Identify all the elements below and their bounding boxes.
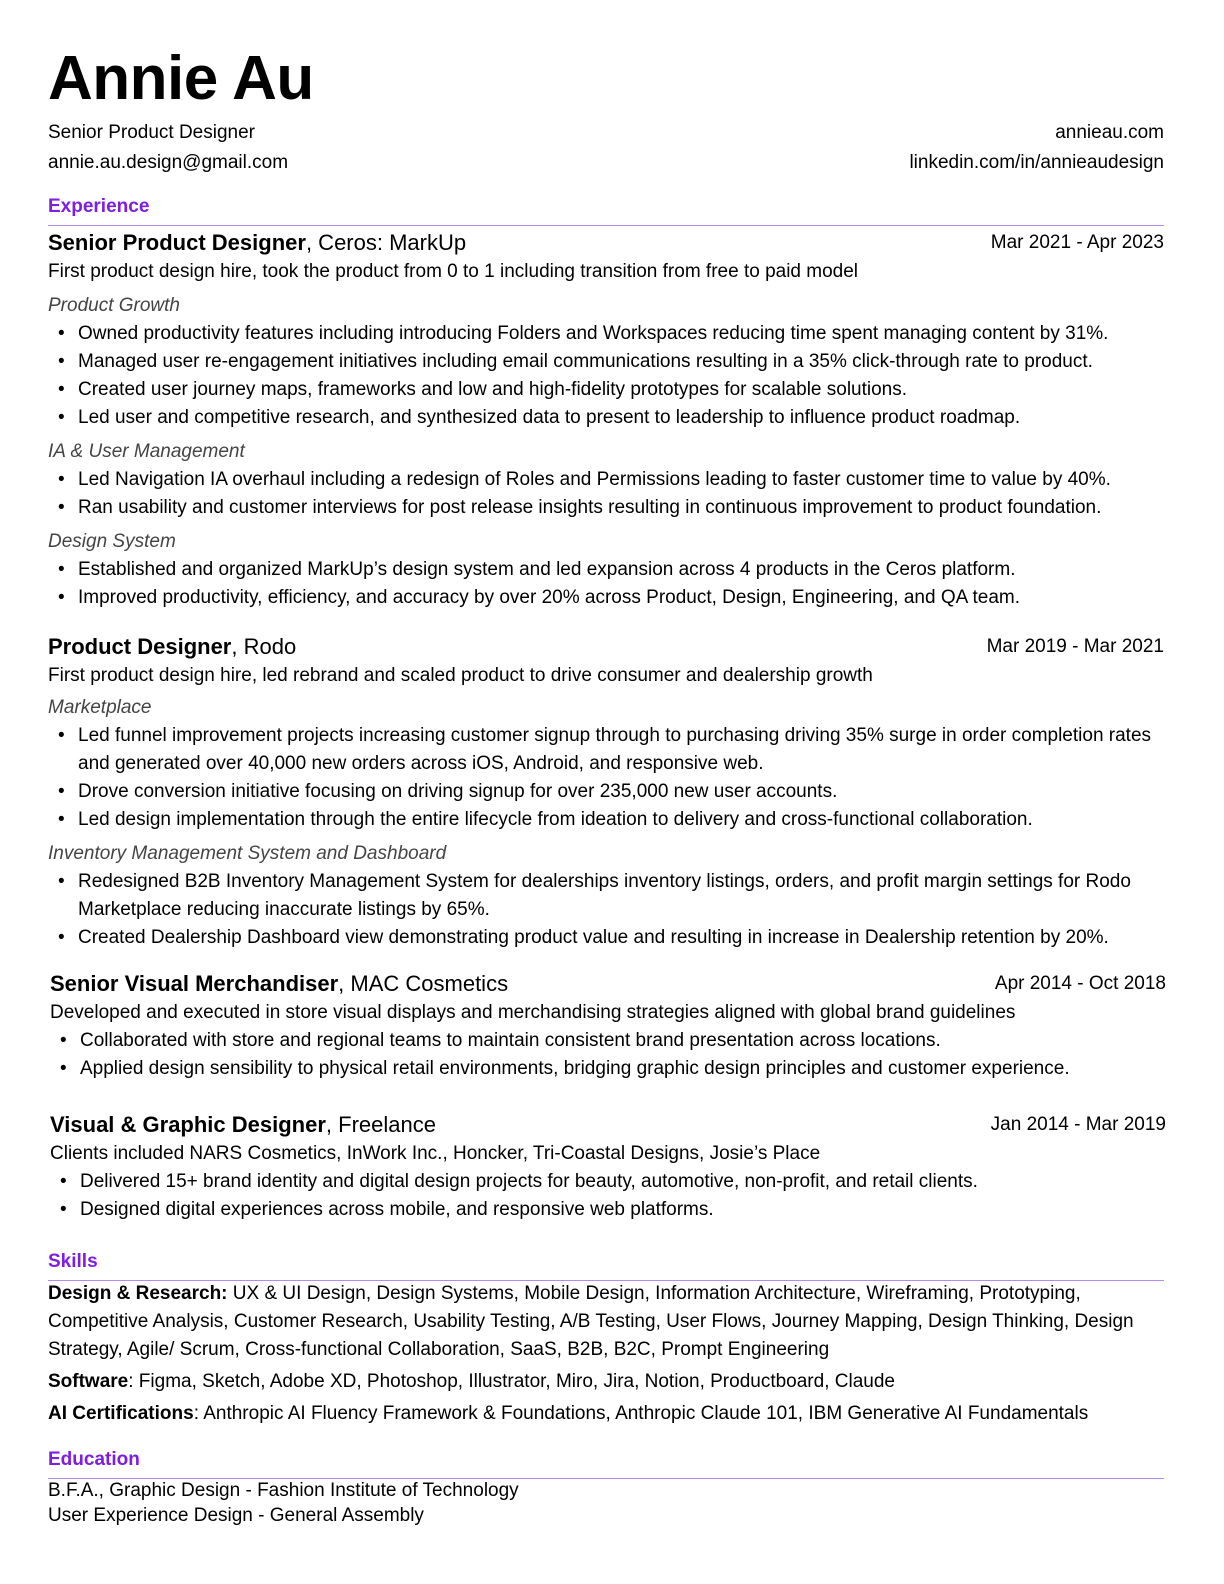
linkedin-link[interactable]: linkedin.com/in/annieaudesign — [909, 152, 1164, 173]
bullet: • Owned productivity features including introducing Folders and Workspaces reducing time spent managing content by 31%. — [78, 320, 1164, 348]
job-subheading: Inventory Management System and Dashboard — [48, 843, 447, 864]
job-subheading: Product Growth — [48, 295, 180, 316]
email-link[interactable]: annie.au.design@gmail.com — [48, 152, 289, 173]
section-heading-education: Education — [48, 1448, 1164, 1479]
job-company: , Ceros: MarkUp — [305, 230, 467, 255]
skill-label: Software — [48, 1371, 129, 1392]
bullet: • Led design implementation through the entire lifecycle from ideation to delivery and cross-functional collaboration. — [78, 806, 1164, 834]
bullet: • Created user journey maps, frameworks and low and high-fidelity prototypes for scalable solutions. — [78, 376, 1164, 404]
skill-label: Design & Research: — [48, 1283, 228, 1304]
job-description: First product design hire, led rebrand and scaled product to drive consumer and dealership growth — [48, 665, 873, 686]
job-role: Senior Visual Merchandiser — [50, 971, 339, 996]
job-description: Developed and executed in store visual displays and merchandising strategies aligned with global brand guidelines — [50, 1002, 1016, 1023]
bullet: • Improved productivity, efficiency, and accuracy by over 20% across Product, Design, Engineering, and QA team. — [78, 584, 1164, 612]
skill-group — [48, 1400, 1164, 1428]
bullet: • Ran usability and customer interviews for post release insights resulting in continuous improvement to product foundation. — [78, 494, 1164, 522]
job-dates: Mar 2021 - Apr 2023 — [990, 232, 1164, 253]
bullet: • Collaborated with store and regional teams to maintain consistent brand presentation across locations. — [80, 1027, 1166, 1055]
job-description: Clients included NARS Cosmetics, InWork Inc., Honcker, Tri-Coastal Designs, Josie’s Place — [50, 1143, 821, 1164]
job-title: Senior Product Designer — [48, 122, 255, 143]
job-role: Product Designer — [48, 634, 232, 659]
job-subheading: Design System — [48, 531, 176, 552]
bullet: • Delivered 15+ brand identity and digital design projects for beauty, automotive, non-profit, and retail clients. — [80, 1168, 1166, 1196]
bullet: • Led Navigation IA overhaul including a redesign of Roles and Permissions leading to faster customer time to value by 40%. — [78, 466, 1164, 494]
skill-text: UX & UI Design, Design Systems, Mobile Design, Information Architecture, Wireframing, Prototyping, Competitive Analysis, Customer Research, Usability Testing, A/B Testing, User Flows, Journey Mapping, Design Thinking, Design Strategy, Agile/ Scrum, Cross-functional Collaboration, SaaS, B2B, B2C, Prompt Engineering — [48, 1283, 1134, 1360]
education-list — [48, 1478, 1164, 1528]
candidate-name: Annie Au — [48, 44, 314, 113]
job-role: Visual & Graphic Designer — [50, 1112, 326, 1137]
job-description: First product design hire, took the product from 0 to 1 including transition from free to paid model — [48, 261, 859, 282]
skills-list — [48, 1280, 1164, 1428]
section-heading-skills: Skills — [48, 1250, 1164, 1281]
job-subheading: IA & User Management — [48, 441, 245, 462]
education-item: B.F.A., Graphic Design - Fashion Institute of Technology — [48, 1480, 519, 1501]
contact-info — [48, 118, 1164, 178]
bullet: • Managed user re-engagement initiatives including email communications resulting in a 35% click-through rate to product. — [78, 348, 1164, 376]
job-dates: Apr 2014 - Oct 2018 — [994, 973, 1166, 994]
bullet: • Drove conversion initiative focusing on driving signup for over 235,000 new user accounts. — [78, 778, 1164, 806]
job-entry — [48, 228, 1164, 612]
education-item: User Experience Design - General Assembly — [48, 1505, 424, 1526]
bullet: • Redesigned B2B Inventory Management System for dealerships inventory listings, orders, and profit margin settings for Rodo Marketplace reducing inaccurate listings by 65%. — [78, 868, 1164, 924]
job-company: , MAC Cosmetics — [338, 971, 509, 996]
job-entry — [50, 969, 1166, 1083]
job-subheading: Marketplace — [48, 697, 152, 718]
section-heading-experience: Experience — [48, 195, 1164, 226]
skill-text: : Figma, Sketch, Adobe XD, Photoshop, Illustrator, Miro, Jira, Notion, Productboard, Claude — [128, 1371, 895, 1392]
job-company: , Freelance — [325, 1112, 436, 1137]
job-company: , Rodo — [231, 634, 297, 659]
skill-text: : Anthropic AI Fluency Framework & Foundations, Anthropic Claude 101, IBM Generative AI Fundamentals — [193, 1403, 1089, 1424]
bullet: • Led user and competitive research, and synthesized data to present to leadership to influence product roadmap. — [78, 404, 1164, 432]
bullet: • Created Dealership Dashboard view demonstrating product value and resulting in increase in Dealership retention by 20%. — [78, 924, 1164, 952]
bullet: • Designed digital experiences across mobile, and responsive web platforms. — [80, 1196, 1166, 1224]
job-dates: Jan 2014 - Mar 2019 — [990, 1114, 1166, 1135]
bullet: • Applied design sensibility to physical retail environments, bridging graphic design principles and customer experience. — [80, 1055, 1166, 1083]
job-role: Senior Product Designer — [48, 230, 306, 255]
job-dates: Mar 2019 - Mar 2021 — [986, 636, 1164, 657]
website-link[interactable]: annieau.com — [1055, 122, 1164, 143]
skill-label: AI Certifications — [48, 1403, 194, 1424]
job-entry — [48, 632, 1164, 952]
bullet: • Established and organized MarkUp’s design system and led expansion across 4 products in the Ceros platform. — [78, 556, 1164, 584]
skill-group — [48, 1280, 1164, 1364]
bullet: • Led funnel improvement projects increasing customer signup through to purchasing driving 35% surge in order completion rates and generated over 40,000 new orders across iOS, Android, and responsive web. — [78, 722, 1164, 778]
job-entry — [50, 1110, 1166, 1224]
skill-group — [48, 1368, 1164, 1396]
